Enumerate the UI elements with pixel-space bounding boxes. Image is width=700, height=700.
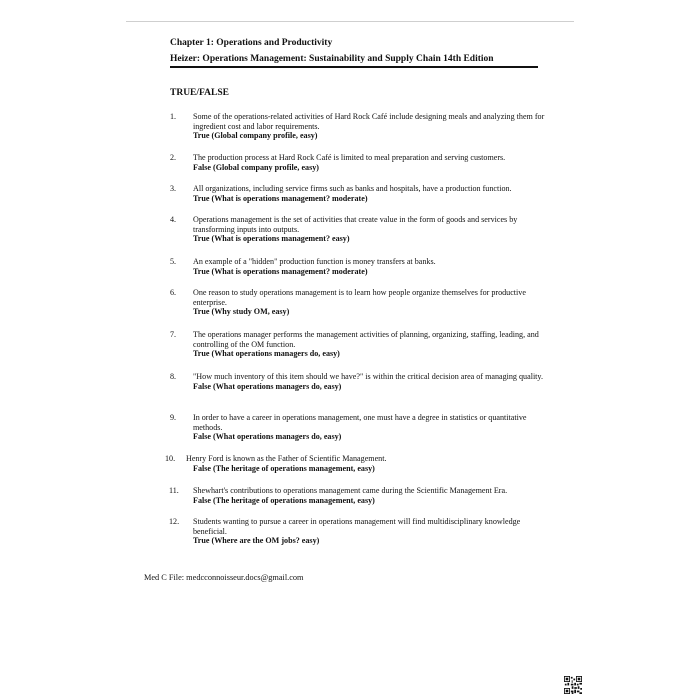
question-answer: True (What is operations management? moderate) (193, 266, 368, 276)
question-number: 2. (170, 153, 177, 162)
question-number: 1. (170, 112, 177, 121)
question-answer: False (Global company profile, easy) (193, 162, 319, 172)
question-text: Some of the operations-related activities of Hard Rock Café include designing meals and analyzing them for ingredient cost and labor requirements. (193, 112, 545, 131)
question-number: 3. (170, 184, 177, 193)
question-text: Students wanting to pursue a career in operations management will find multidisciplinary knowledge beneficial. (193, 517, 521, 536)
qr-code-icon (564, 676, 582, 694)
chapter-title: Chapter 1: Operations and Productivity (170, 38, 333, 48)
top-divider (126, 21, 574, 22)
question-number: 8. (170, 372, 177, 381)
question-text: Henry Ford is known as the Father of Scientific Management. (186, 454, 387, 463)
question-answer: False (The heritage of operations management, easy) (193, 495, 375, 505)
question-answer: False (What operations managers do, easy) (193, 381, 342, 391)
question-text: "How much inventory of this item should we have?" is within the critical decision area of managing quality. (193, 372, 543, 381)
question-number: 9. (170, 413, 177, 422)
question-number: 4. (170, 215, 177, 224)
question-text: An example of a "hidden" production function is money transfers at banks. (193, 257, 436, 266)
question-text: One reason to study operations management is to learn how people organize themselves for productive enterprise. (193, 288, 526, 307)
section-title: TRUE/FALSE (170, 88, 229, 98)
question-text: Shewhart's contributions to operations management came during the Scientific Management Era. (193, 486, 508, 495)
question-answer: False (The heritage of operations management, easy) (193, 463, 375, 473)
question-answer: True (What is operations management? moderate) (193, 193, 368, 203)
question-answer: True (What is operations management? easy) (193, 234, 350, 244)
question-text: The production process at Hard Rock Café is limited to meal preparation and serving customers. (193, 153, 506, 162)
book-title: Heizer: Operations Management: Sustainability and Supply Chain 14th Edition (170, 54, 494, 64)
question-text: The operations manager performs the management activities of planning, organizing, staffing, leading, and controlling of the OM function. (193, 330, 539, 349)
header-divider (170, 66, 538, 68)
question-text: Operations management is the set of activities that create value in the form of goods and services by transforming inputs into outputs. (193, 215, 518, 234)
question-number: 5. (170, 257, 177, 266)
question-number: 6. (170, 288, 177, 297)
footer-contact: Med C File: medcconnoisseur.docs@gmail.com (144, 573, 304, 582)
question-answer: True (What operations managers do, easy) (193, 349, 340, 359)
question-answer: True (Where are the OM jobs? easy) (193, 536, 320, 546)
question-text: All organizations, including service firms such as banks and hospitals, have a production function. (193, 184, 512, 193)
question-answer: True (Global company profile, easy) (193, 131, 318, 141)
question-answer: False (What operations managers do, easy) (193, 432, 342, 442)
question-number: 12. (169, 517, 180, 526)
question-text: In order to have a career in operations management, one must have a degree in statistics or quantitative methods. (193, 413, 527, 432)
question-number: 10. (165, 454, 176, 463)
question-number: 7. (170, 330, 177, 339)
question-answer: True (Why study OM, easy) (193, 307, 290, 317)
question-number: 11. (169, 486, 179, 495)
